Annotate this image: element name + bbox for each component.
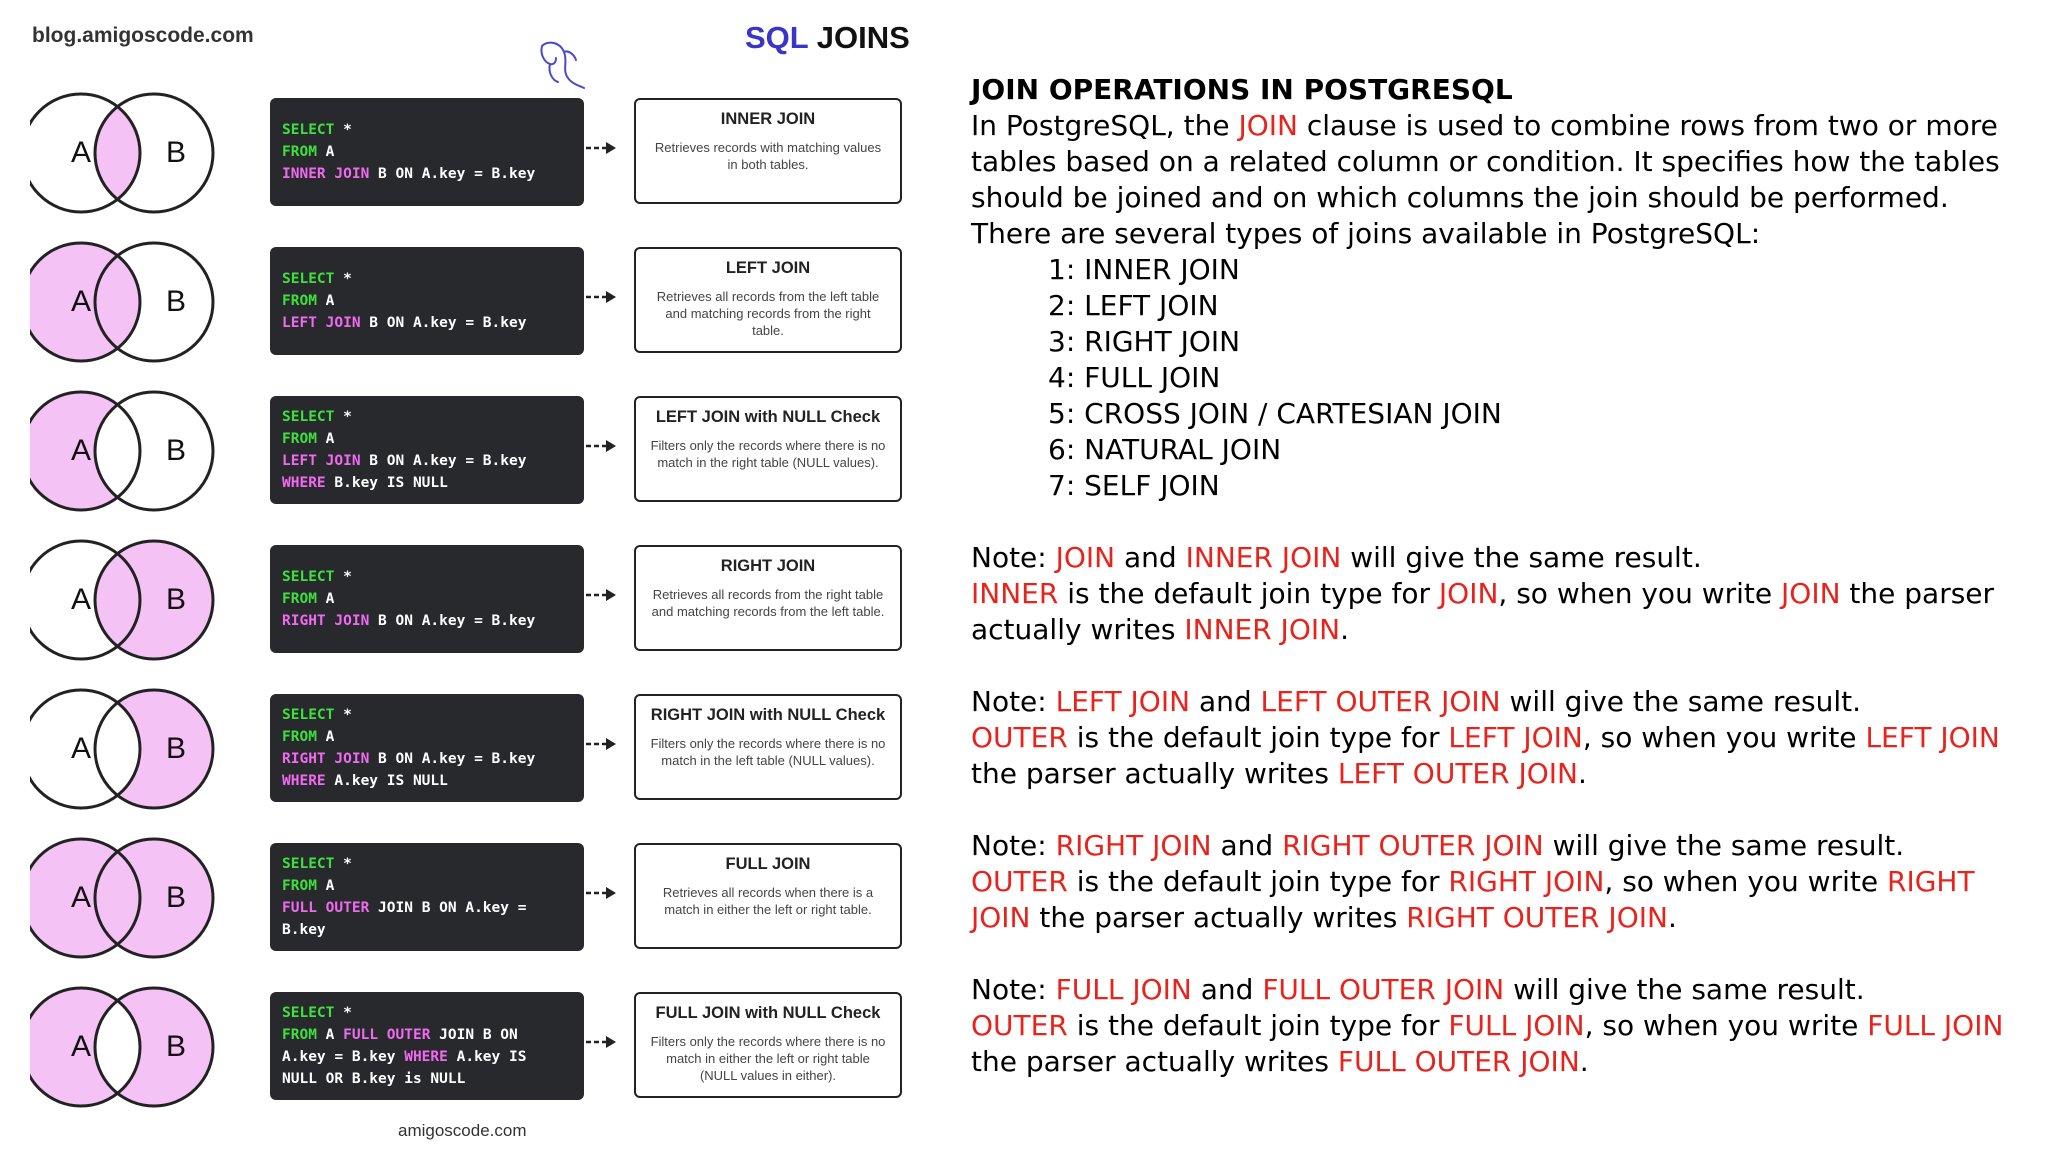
code-line: SELECT * (282, 707, 352, 723)
join-description-card (634, 396, 902, 502)
text-run: the parser actually writes (971, 757, 1338, 790)
note-line (971, 1008, 2031, 1080)
note-block (971, 972, 2031, 1080)
join-card-title: FULL JOIN (725, 855, 811, 873)
text-run: . (1579, 1045, 1589, 1078)
sql-code-block (270, 247, 584, 355)
arrow-right-icon (586, 885, 618, 901)
keyword-highlight: OUTER (971, 1009, 1068, 1042)
text-run: clause is used to combine rows from two or more tables based on a related column or condition. It specifies how the tables should be joined and on which columns the join should be performed. (971, 109, 2000, 214)
text-run: and (1115, 541, 1186, 574)
join-description-card (634, 98, 902, 204)
join-card-title: LEFT JOIN (725, 259, 811, 277)
arrow-right-icon (586, 438, 618, 454)
sql-code-block (270, 98, 584, 206)
sql-joins-infographic (0, 0, 930, 1152)
venn-diagram (30, 386, 230, 516)
keyword-highlight: RIGHT OUTER JOIN (1282, 829, 1544, 862)
venn-diagram (30, 88, 230, 218)
code-line: FROM A (282, 293, 335, 309)
text-run: and (1211, 829, 1283, 862)
text-run: will give the same result. (1500, 685, 1862, 718)
note-line (971, 828, 2031, 864)
note-line (971, 972, 2031, 1008)
keyword-highlight: LEFT OUTER JOIN (1260, 685, 1501, 718)
venn-label-a: A (70, 136, 92, 169)
venn-diagram (30, 237, 230, 367)
keyword-highlight: JOIN (1055, 541, 1116, 574)
text-run: is the default join type for (1067, 865, 1449, 898)
keyword-highlight: FULL JOIN (1867, 1009, 2004, 1042)
code-line: SELECT * (282, 856, 352, 872)
title-joins: JOINS (816, 20, 910, 55)
keyword-highlight: FULL JOIN (1448, 1009, 1585, 1042)
keyword-highlight: OUTER (971, 721, 1068, 754)
postgres-elephant-icon (538, 40, 588, 92)
code-line: SELECT * (282, 1005, 352, 1021)
venn-label-b: B (165, 434, 187, 467)
keyword-highlight: FULL OUTER JOIN (1262, 973, 1505, 1006)
text-run: the parser actually writes (971, 577, 1995, 646)
code-line: FROM A (282, 144, 335, 160)
venn-diagram (30, 833, 230, 963)
text-run: the parser actually writes (1030, 901, 1407, 934)
code-line: NULL OR B.key is NULL (282, 1071, 466, 1087)
keyword-highlight: OUTER (971, 865, 1068, 898)
text-run: is the default join type for (1067, 721, 1449, 754)
code-line: RIGHT JOIN B ON A.key = B.key (282, 613, 536, 629)
keyword-highlight: INNER JOIN (1184, 613, 1341, 646)
sql-code-block (270, 992, 584, 1100)
venn-label-a: A (70, 732, 92, 765)
code-line: FROM A (282, 729, 335, 745)
text-run: and (1190, 685, 1261, 718)
venn-diagram (30, 982, 230, 1112)
join-card-text: Retrieves all records from the right table and matching records from the left table. (651, 587, 885, 619)
blog-url: blog.amigoscode.com (32, 24, 254, 47)
keyword-highlight: RIGHT OUTER JOIN (1406, 901, 1668, 934)
join-type-item: 7: SELF JOIN (1048, 469, 1220, 502)
note-line (971, 864, 2031, 936)
join-type-item: 4: FULL JOIN (1048, 361, 1221, 394)
join-type-item: 1: INNER JOIN (1048, 253, 1240, 286)
intro-paragraph (971, 108, 2031, 216)
venn-diagram (30, 535, 230, 665)
text-run: is the default join type for (1058, 577, 1439, 610)
text-run: In PostgreSQL, the (971, 109, 1239, 142)
venn-label-b: B (165, 732, 187, 765)
sql-code-block (270, 545, 584, 653)
venn-label-b: B (165, 881, 187, 914)
text-run: Note: (971, 685, 1056, 718)
venn-label-b: B (165, 1030, 187, 1063)
sql-code-block (270, 694, 584, 802)
note-line (971, 540, 2031, 576)
code-line: RIGHT JOIN B ON A.key = B.key (282, 751, 536, 767)
text-run: Note: (971, 541, 1056, 574)
code-line: FULL OUTER JOIN B ON A.key = (282, 900, 527, 916)
code-line: SELECT * (282, 122, 352, 138)
text-run: the parser actually writes (971, 1045, 1338, 1078)
join-types-list (971, 252, 2031, 504)
join-card-title: LEFT JOIN with NULL Check (655, 408, 881, 426)
join-type-item: 3: RIGHT JOIN (1048, 325, 1241, 358)
code-line: SELECT * (282, 271, 352, 287)
join-card-title: FULL JOIN with NULL Check (655, 1004, 881, 1022)
join-description-card (634, 545, 902, 651)
text-run: will give the same result. (1341, 541, 1702, 574)
keyword-highlight: FULL JOIN (1055, 973, 1192, 1006)
join-card-title: RIGHT JOIN with NULL Check (650, 706, 886, 724)
venn-label-b: B (165, 136, 187, 169)
note-line (971, 576, 2031, 648)
join-card-text: Retrieves records with matching values in both tables. (654, 140, 882, 172)
join-description-card (634, 247, 902, 353)
article-heading: JOIN OPERATIONS IN POSTGRESQL (971, 73, 1513, 106)
join-row (0, 239, 930, 369)
keyword-highlight: INNER JOIN (1185, 541, 1342, 574)
code-line: SELECT * (282, 569, 352, 585)
text-run: . (1340, 613, 1349, 646)
sql-code-block (270, 396, 584, 504)
text-run: . (1577, 757, 1587, 790)
code-line: FROM A (282, 431, 335, 447)
code-line: A.key = B.key WHERE A.key IS (282, 1049, 527, 1065)
join-card-title: RIGHT JOIN (720, 557, 816, 575)
arrow-right-icon (586, 1034, 618, 1050)
keyword-highlight: RIGHT JOIN (1055, 829, 1212, 862)
text-run: , so when you write (1582, 721, 1866, 754)
join-row (0, 388, 930, 518)
code-line: WHERE A.key IS NULL (282, 773, 448, 789)
sql-code-block (270, 843, 584, 951)
text-run: , so when you write (1584, 1009, 1868, 1042)
text-run: Note: (971, 829, 1056, 862)
keyword-highlight: RIGHT JOIN (1448, 865, 1605, 898)
keyword-highlight: LEFT JOIN (1055, 685, 1191, 718)
text-run: . (1667, 901, 1677, 934)
join-card-text: Filters only the records where there is no match in the right table (NULL values). (650, 438, 886, 470)
arrow-right-icon (586, 736, 618, 752)
venn-label-b: B (165, 285, 187, 318)
join-description-card (634, 843, 902, 949)
join-card-text: Filters only the records where there is no match in the left table (NULL values). (650, 736, 886, 768)
venn-label-a: A (70, 1030, 92, 1063)
join-type-item: 2: LEFT JOIN (1048, 289, 1219, 322)
venn-label-a: A (70, 583, 92, 616)
join-row (0, 835, 930, 965)
keyword-highlight: FULL OUTER JOIN (1337, 1045, 1580, 1078)
code-line: FROM A (282, 878, 335, 894)
code-line: FROM A (282, 591, 335, 607)
keyword-highlight: INNER (971, 577, 1059, 610)
join-type-item: 5: CROSS JOIN / CARTESIAN JOIN (1048, 397, 1502, 430)
venn-label-b: B (165, 583, 187, 616)
text-run: , so when you write (1604, 865, 1887, 898)
join-row (0, 686, 930, 816)
notes (971, 540, 2031, 1080)
text-run: will give the same result. (1504, 973, 1865, 1006)
join-card-text: Retrieves all records when there is a match in either the left or right table. (662, 885, 874, 917)
join-row (0, 537, 930, 667)
code-line: FROM A FULL OUTER JOIN B ON (282, 1027, 518, 1043)
venn-label-a: A (70, 434, 92, 467)
text-run: will give the same result. (1543, 829, 1905, 862)
code-line: LEFT JOIN B ON A.key = B.key (282, 315, 527, 331)
text-run: and (1191, 973, 1263, 1006)
venn-label-a: A (70, 285, 92, 318)
text-run: is the default join type for (1067, 1009, 1449, 1042)
note-line (971, 720, 2031, 792)
keyword-highlight: RIGHT JOIN (971, 865, 1975, 934)
note-block (971, 684, 2031, 792)
join-card-title: INNER JOIN (720, 110, 816, 128)
keyword-highlight: LEFT OUTER JOIN (1337, 757, 1578, 790)
text-run: Note: (971, 973, 1056, 1006)
join-row (0, 984, 930, 1114)
keyword-highlight: JOIN (1238, 109, 1298, 142)
keyword-highlight: LEFT JOIN (1448, 721, 1583, 754)
text-run: , so when you write (1498, 577, 1782, 610)
note-block (971, 828, 2031, 936)
venn-diagram (30, 684, 230, 814)
keyword-highlight: JOIN (1438, 577, 1499, 610)
arrow-right-icon (586, 289, 618, 305)
arrow-right-icon (586, 140, 618, 156)
note-line (971, 684, 2031, 720)
arrow-right-icon (586, 587, 618, 603)
code-line: LEFT JOIN B ON A.key = B.key (282, 453, 527, 469)
join-description-card (634, 694, 902, 800)
code-line: B.key (282, 922, 326, 938)
types-intro: There are several types of joins available in PostgreSQL: (971, 217, 1761, 250)
code-line: WHERE B.key IS NULL (282, 475, 448, 491)
keyword-highlight: LEFT JOIN (1865, 721, 2000, 754)
title-sql: SQL (745, 20, 809, 55)
join-card-text: Filters only the records where there is no match in either the left or right table (NULL values in either). (650, 1034, 886, 1083)
infographic-title (745, 20, 910, 56)
keyword-highlight: JOIN (1781, 577, 1841, 610)
join-card-text: Retrieves all records from the left table and matching records from the right table. (656, 289, 880, 338)
join-row (0, 90, 930, 220)
join-type-item: 6: NATURAL JOIN (1048, 433, 1282, 466)
code-line: SELECT * (282, 409, 352, 425)
site-url-footer: amigoscode.com (398, 1121, 527, 1140)
code-line: INNER JOIN B ON A.key = B.key (282, 166, 536, 182)
note-block (971, 540, 2031, 648)
venn-label-a: A (70, 881, 92, 914)
join-description-card (634, 992, 902, 1098)
article (971, 72, 2031, 1080)
